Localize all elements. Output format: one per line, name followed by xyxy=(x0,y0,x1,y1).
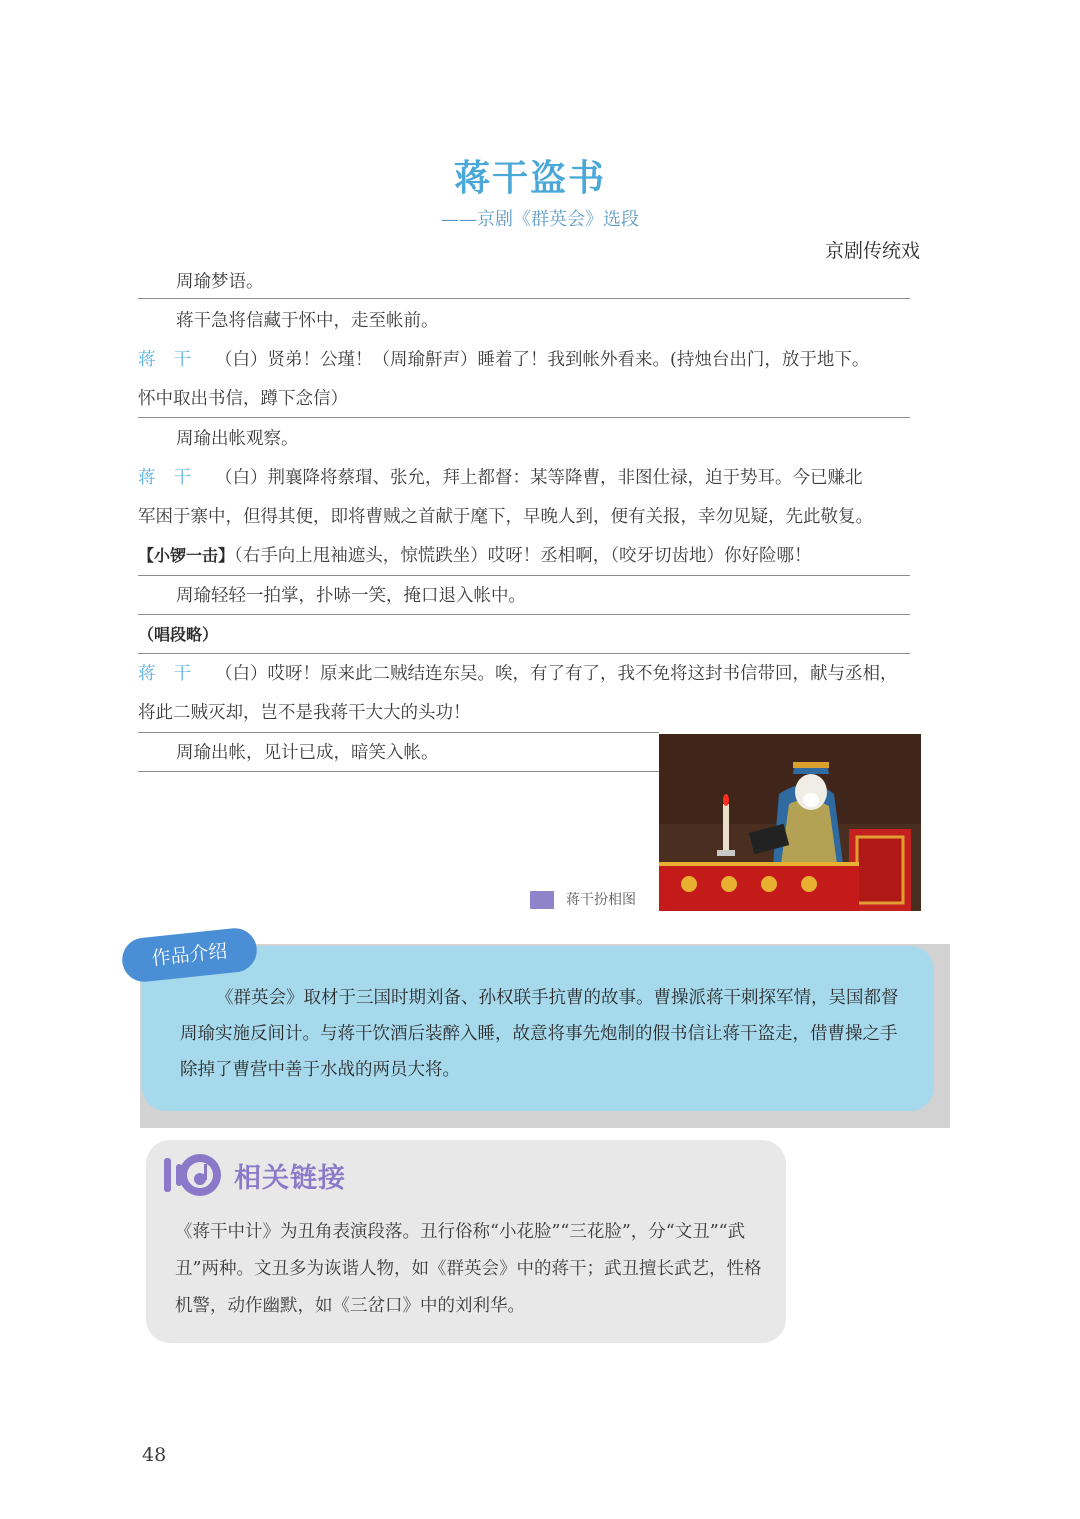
divider xyxy=(138,771,659,772)
stage-direction: 周瑜出帐，见计已成，暗笑入帐。 xyxy=(176,743,439,763)
speaker-name: 蒋干 xyxy=(138,350,209,370)
speaker-name: 蒋干 xyxy=(138,468,209,488)
speaker-name: 蒋干 xyxy=(138,664,209,684)
divider xyxy=(138,575,910,576)
opera-photo xyxy=(659,734,921,911)
gong-cue: 【小锣一击】 xyxy=(138,546,235,565)
aria-note: （唱段略） xyxy=(138,625,219,644)
dialogue-line xyxy=(138,537,812,575)
intro-text: 《群英会》取材于三国时期刘备、孙权联手抗曹的故事。曹操派蒋干刺探军情，吴国都督周瑜实施反间计。与蒋干饮酒后装醉入睡，故意将事先炮制的假书信让蒋干盗走，借曹操之手除掉了曹营中善于水战的两员大将。 xyxy=(180,988,899,1080)
related-text: 《蒋干中计》为丑角表演段落。丑行俗称“小花脸”“三花脸”，分“文丑”“武丑”两种。文丑多为诙谐人物，如《群英会》中的蒋干；武丑擅长武艺，性格机警，动作幽默，如《三岔口》中的刘利华。 xyxy=(175,1222,762,1316)
dialogue-line xyxy=(138,341,869,379)
dialogue-line: 军困于寨中，但得其便，即将曹贼之首献于麾下，早晚人到，便有关报，幸勿见疑，先此敬复。 xyxy=(138,507,873,527)
dialogue-line xyxy=(138,459,863,497)
page-subtitle: ——京剧《群英会》选段 xyxy=(441,209,639,230)
dialogue-line: 怀中取出书信，蹲下念信） xyxy=(138,389,348,409)
opera-performer-illustration xyxy=(659,734,921,911)
stage-direction: 周瑜轻轻一拍掌，扑哧一笑，掩口退入帐中。 xyxy=(176,586,526,606)
dialogue-line: 将此二贼灭却，岂不是我蒋干大大的头功！ xyxy=(138,703,471,723)
divider xyxy=(138,732,659,733)
dialogue-text: （白）贤弟！公瑾！（周瑜鼾声）睡着了！我到帐外看来。(持烛台出门，放于地下。 xyxy=(215,350,870,370)
dialogue-text: （白）哎呀！原来此二贼结连东吴。唉，有了有了，我不免将这封书信带回，献与丞相， xyxy=(215,664,898,684)
divider xyxy=(138,653,910,654)
photo-caption: 蒋干扮相图 xyxy=(530,890,636,910)
dialogue-text: （右手向上甩袖遮头，惊慌跌坐）哎呀！丞相啊，（咬牙切齿地）你好险哪！ xyxy=(234,546,812,566)
page-title: 蒋干盗书 xyxy=(453,157,606,199)
divider xyxy=(138,614,910,615)
music-link-icon xyxy=(160,1150,226,1200)
dialogue-line xyxy=(138,655,898,693)
stage-direction: 周瑜出帐观察。 xyxy=(176,429,299,449)
related-title: 相关链接 xyxy=(234,1163,346,1194)
divider xyxy=(138,298,910,299)
intro-tab-label: 作品介绍 xyxy=(120,926,259,984)
caption-marker xyxy=(530,891,554,909)
stage-direction: 周瑜梦语。 xyxy=(176,272,264,292)
page-number: 48 xyxy=(142,1444,167,1466)
dialogue-text: （白）荆襄降将蔡瑁、张允，拜上都督：某等降曹，非图仕禄，迫于势耳。今已赚北 xyxy=(215,468,863,488)
divider xyxy=(138,417,910,418)
author-line: 京剧传统戏 xyxy=(824,240,920,262)
stage-direction: 蒋干急将信藏于怀中，走至帐前。 xyxy=(176,311,439,331)
